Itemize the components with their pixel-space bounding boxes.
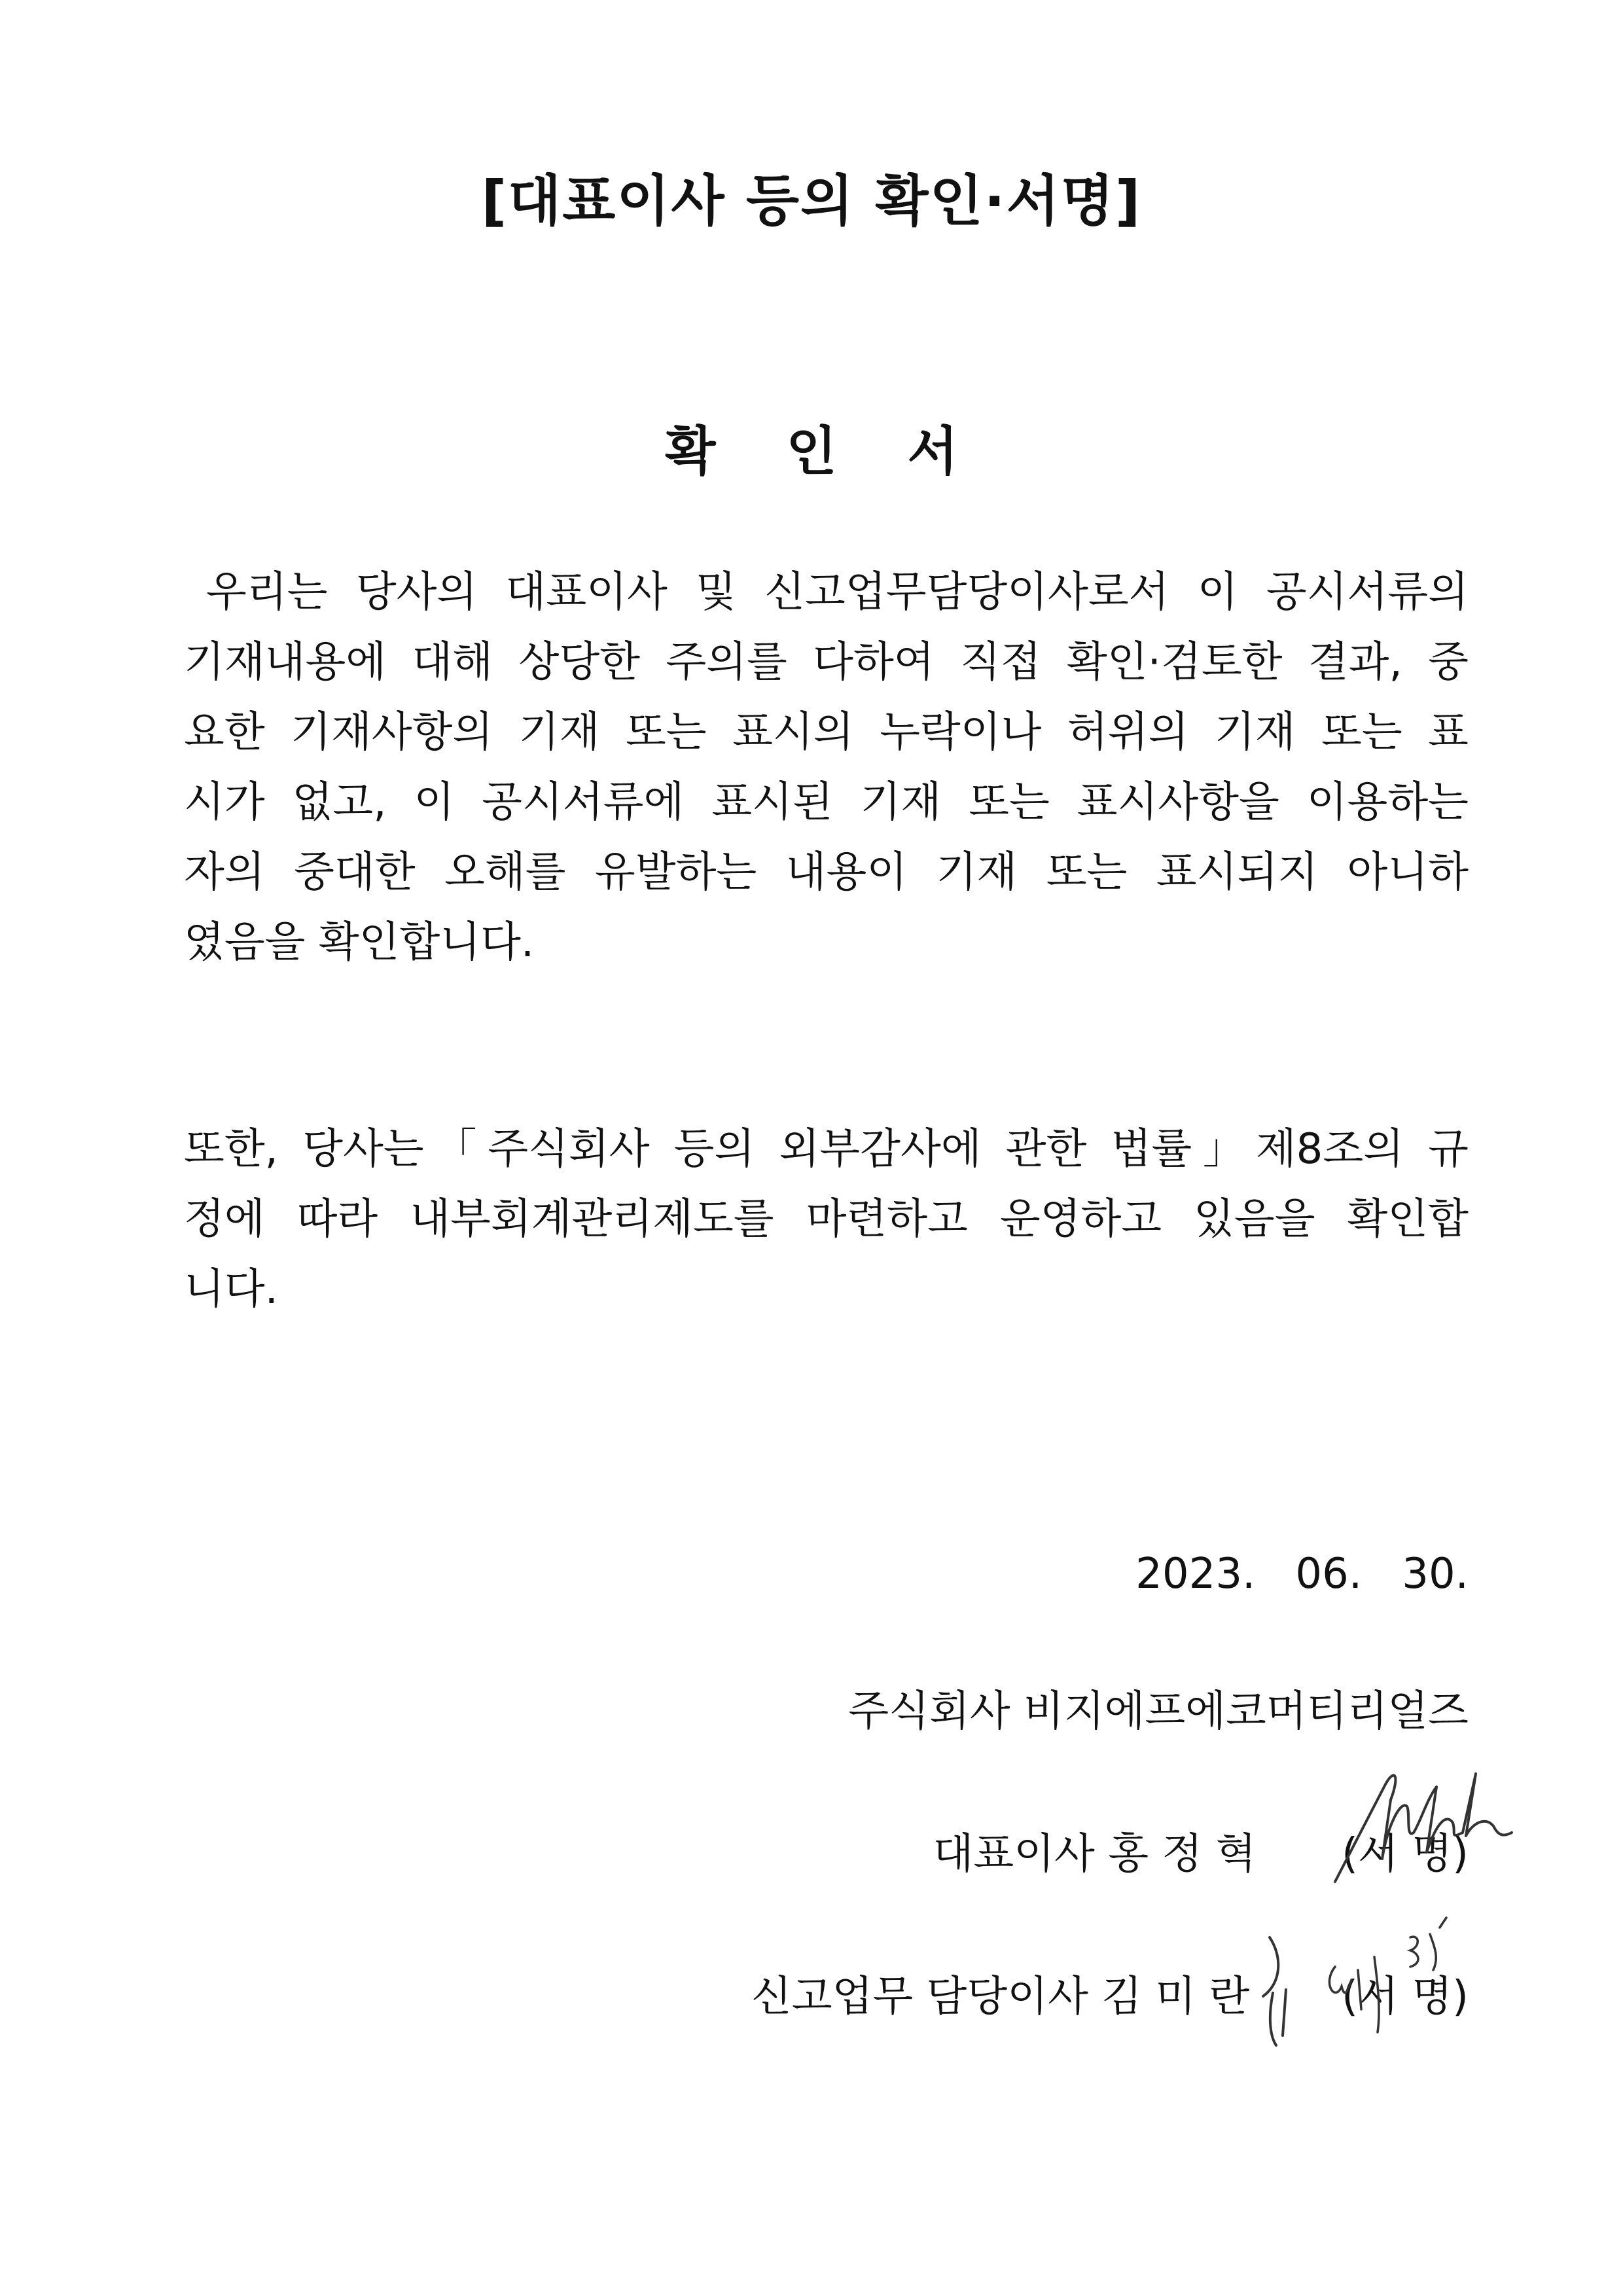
paragraph-line: 니다. <box>184 1265 278 1314</box>
document-heading: 확 인 서 <box>665 421 984 482</box>
paragraph-line: 우리는 당사의 대표이사 및 신고업무담당이사로서 이 공시서류의 <box>206 568 1469 617</box>
paragraph-line: 였음을 확인합니다. <box>184 918 535 967</box>
signer-role-name: 신고업무 담당이사 김 미 란 <box>751 1973 1250 2021</box>
paragraph-line: 또한, 당사는「주식회사 등의 외부감사에 관한 법률」제8조의 규 <box>184 1125 1469 1174</box>
paragraph-line: 정에 따라 내부회계관리제도를 마련하고 운영하고 있음을 확인합 <box>184 1195 1469 1244</box>
paragraph-line: 시가 없고, 이 공시서류에 표시된 기재 또는 표시사항을 이용하는 <box>184 778 1469 827</box>
handwritten-signature-ceo <box>1322 1761 1518 1892</box>
sign-label: (서 명) <box>1342 1973 1469 2021</box>
handwritten-signature-reporting-officer <box>1243 1911 1453 2055</box>
document-title: [대표이사 등의 확인·서명] <box>481 169 1142 233</box>
sign-label: (서 명) <box>1342 1830 1469 1878</box>
paragraph-line: 요한 기재사항의 기재 또는 표시의 누락이나 허위의 기재 또는 표 <box>184 708 1469 757</box>
paragraph-line: 기재내용에 대해 상당한 주의를 다하여 직접 확인·검토한 결과, 중 <box>184 638 1469 687</box>
paragraph-line: 자의 중대한 오해를 유발하는 내용이 기재 또는 표시되지 아니하 <box>184 848 1469 897</box>
signer-role-name: 대표이사 홍 정 혁 <box>933 1830 1257 1878</box>
document-date: 2023. 06. 30. <box>1135 1550 1469 1598</box>
company-name: 주식회사 비지에프에코머티리얼즈 <box>848 1687 1469 1736</box>
